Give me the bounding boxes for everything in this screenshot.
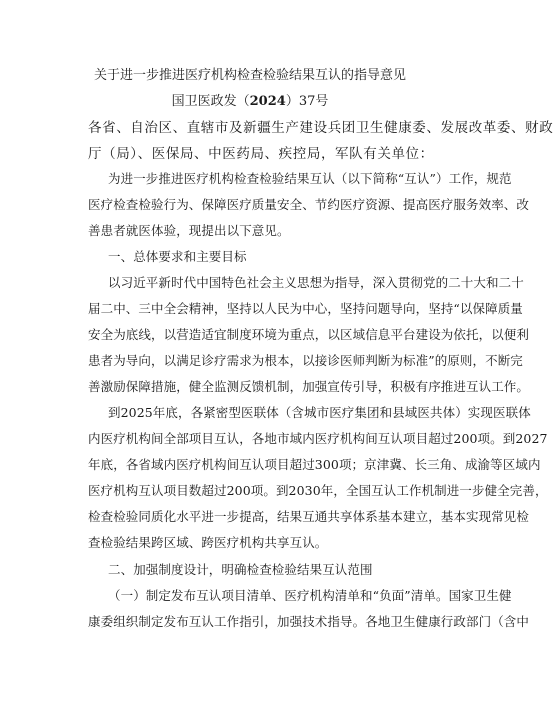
paragraph-line: 医疗检查检验行为、保障医疗质量安全、节约医疗资源、提高医疗服务效率、改 [88, 197, 530, 212]
paragraph-line: 康委组织制定发布互认工作指引，加强技术指导。各地卫生健康行政部门（含中 [88, 614, 530, 629]
paragraph-line: 以习近平新时代中国特色社会主义思想为指导，深入贯彻党的二十大和二十 [108, 275, 524, 290]
paragraph-line: 医疗机构互认项目数超过200项。到2030年，全国互认工作机制进一步健全完善， [88, 483, 548, 498]
paragraph-line: 善患者就医体验，现提出以下意见。 [88, 223, 290, 238]
paragraph-line: 善激励保障措施，健全监测反馈机制，加强宣传引导，积极有序推进互认工作。 [88, 379, 530, 394]
paragraph-line: 年底，各省域内医疗机构间互认项目超过300项；京津冀、长三角、成渝等区域内 [88, 457, 541, 472]
paragraph-line: 查检验结果跨区域、跨医疗机构共享互认。 [88, 535, 328, 550]
doc-number-year: 2024 [249, 94, 286, 109]
paragraph-line: 为进一步推进医疗机构检查检验结果互认（以下简称“互认”）工作，规范 [108, 171, 512, 186]
paragraph-line: （一）制定发布互认项目清单、医疗机构清单和“负面”清单。国家卫生健 [108, 588, 512, 603]
paragraph-line: 内医疗机构间全部项目互认，各地市域内医疗机构间互认项目超过200项。到2027 [88, 431, 548, 446]
document-number [0, 93, 500, 111]
doc-number-suffix: ）37号 [285, 94, 329, 109]
addressee-line: 各省、自治区、直辖市及新疆生产建设兵团卫生健康委、发展改革委、财政 [88, 120, 553, 136]
paragraph-line: 到2025年底，各紧密型医联体（含城市医疗集团和县域医共体）实现医联体 [108, 405, 531, 420]
paragraph-line: 检查检验同质化水平进一步提高，结果互通共享体系基本建立，基本实现常见检 [88, 509, 530, 524]
paragraph-line: 患者为导向，以满足诊疗需求为根本，以接诊医师判断为标准”的原则，不断完 [88, 353, 523, 368]
document-title: 关于进一步推进医疗机构检查检验结果互认的指导意见 [93, 68, 406, 83]
paragraph-line: 届二中、三中全会精神，坚持以人民为中心，坚持问题导向，坚持“以保障质量 [88, 301, 523, 316]
section-heading: 二、加强制度设计，明确检查检验结果互认范围 [108, 562, 373, 577]
paragraph-line: 安全为底线，以营造适宜制度环境为重点，以区域信息平台建设为依托，以便利 [88, 327, 530, 342]
addressee-line: 厅（局）、医保局、中医药局、疾控局，军队有关单位： [88, 146, 434, 162]
doc-number-prefix: 国卫医政发（ [171, 94, 250, 109]
section-heading: 一、总体要求和主要目标 [108, 249, 247, 264]
